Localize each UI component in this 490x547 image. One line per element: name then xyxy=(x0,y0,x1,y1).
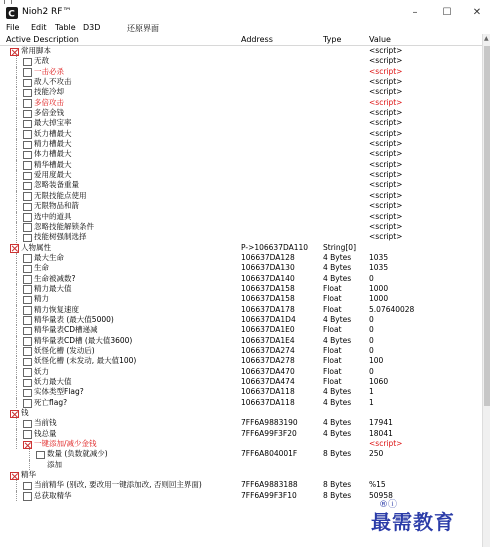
tree-line xyxy=(29,460,38,470)
row-type: 4 Bytes xyxy=(323,387,352,397)
row-address: 106637DA278 xyxy=(241,356,295,366)
table-row[interactable] xyxy=(0,180,482,190)
row-address: 106637DA1E0 xyxy=(241,325,295,335)
table-row[interactable] xyxy=(0,439,482,449)
row-type: Float xyxy=(323,356,342,366)
table-row[interactable] xyxy=(0,243,482,253)
table-row[interactable] xyxy=(0,408,482,418)
table-row[interactable] xyxy=(0,460,482,470)
table-row[interactable] xyxy=(0,315,482,325)
row-address: 106637DA158 xyxy=(241,294,295,304)
table-row[interactable] xyxy=(0,201,482,211)
table-row[interactable] xyxy=(0,98,482,108)
row-value[interactable]: <script> xyxy=(369,180,403,190)
row-description: 生命 xyxy=(34,263,49,273)
table-row[interactable] xyxy=(0,149,482,159)
table-row[interactable] xyxy=(0,284,482,294)
row-address: 106637DA118 xyxy=(241,387,295,397)
row-value[interactable]: 1060 xyxy=(369,377,389,386)
table-row[interactable] xyxy=(0,160,482,170)
activate-checkbox[interactable] xyxy=(23,275,32,284)
activate-checkbox[interactable] xyxy=(23,337,32,346)
table-row[interactable] xyxy=(0,139,482,149)
row-description: 死亡flag? xyxy=(34,397,68,407)
row-type: 4 Bytes xyxy=(323,397,352,407)
row-address: 106637DA128 xyxy=(241,252,295,262)
row-description: 精华 xyxy=(21,470,36,480)
activate-checkbox[interactable] xyxy=(23,389,32,398)
row-description: 妖力 xyxy=(34,366,49,376)
activate-checkbox[interactable] xyxy=(23,223,32,232)
group-toggle-checkbox[interactable] xyxy=(10,48,19,57)
row-type: Float xyxy=(323,325,342,335)
row-address: 7FF6A9883190 xyxy=(241,418,298,428)
window-title: Nioh2 RF™ xyxy=(22,7,72,17)
row-type: Float xyxy=(323,366,342,376)
activate-checkbox[interactable] xyxy=(23,130,32,139)
table-row[interactable] xyxy=(0,77,482,87)
svg-text:C: C xyxy=(8,9,15,19)
row-description: 妖力槽最大 xyxy=(34,128,72,138)
row-description: 妖怪化槽 (发动后) xyxy=(34,345,95,355)
row-description: 总获取精华 xyxy=(34,490,72,500)
row-value[interactable]: 0 xyxy=(369,335,374,345)
table-row[interactable] xyxy=(0,222,482,232)
row-type: 8 Bytes xyxy=(323,490,352,500)
row-address: 7FF6A99F3F10 xyxy=(241,490,297,500)
row-address: 7FF6A99F3F20 xyxy=(241,428,297,438)
row-description: 添加 xyxy=(47,459,62,469)
table-row[interactable] xyxy=(0,87,482,97)
row-address: 106637DA470 xyxy=(241,366,295,376)
row-value[interactable]: <script> xyxy=(369,232,403,242)
row-type: 4 Bytes xyxy=(323,263,352,273)
group-toggle-checkbox[interactable] xyxy=(10,244,19,253)
table-row[interactable] xyxy=(0,398,482,408)
activate-checkbox[interactable] xyxy=(23,213,32,222)
row-description: 多倍金钱 xyxy=(34,108,64,118)
close-button[interactable]: ✕ xyxy=(472,7,482,18)
row-type: 4 Bytes xyxy=(323,418,352,428)
row-value[interactable]: <script> xyxy=(369,108,403,118)
table-row[interactable] xyxy=(0,212,482,222)
row-type: 8 Bytes xyxy=(323,449,352,459)
activate-checkbox[interactable] xyxy=(23,358,32,367)
row-value[interactable]: 0 xyxy=(369,314,374,324)
activate-checkbox[interactable] xyxy=(23,482,32,491)
row-value[interactable]: 18041 xyxy=(369,428,393,438)
row-description: 无限技能点使用 xyxy=(34,190,87,200)
row-address: 106637DA130 xyxy=(241,263,295,273)
row-value[interactable]: 0 xyxy=(369,366,374,376)
menu-file[interactable]: File xyxy=(6,23,20,32)
table-row[interactable] xyxy=(0,346,482,356)
row-description: 精华量表CD槽递减 xyxy=(34,325,98,335)
row-description: 常用脚本 xyxy=(21,46,51,55)
activate-checkbox[interactable] xyxy=(23,430,32,439)
row-value[interactable]: <script> xyxy=(369,149,403,159)
row-value[interactable]: 5.07640028 xyxy=(369,304,415,314)
row-address: 106637DA274 xyxy=(241,345,295,355)
table-row[interactable] xyxy=(0,480,482,490)
row-description: 敌人不攻击 xyxy=(34,77,72,87)
row-description: 数量 (负数就减少) xyxy=(47,449,108,459)
row-value[interactable]: 50958 xyxy=(369,490,393,500)
activate-checkbox[interactable] xyxy=(23,379,32,388)
table-row[interactable] xyxy=(0,491,482,501)
row-description: 忽略装备重量 xyxy=(34,180,79,190)
activate-checkbox[interactable] xyxy=(23,420,32,429)
activate-checkbox[interactable] xyxy=(23,234,32,243)
activate-checkbox[interactable] xyxy=(23,110,32,119)
row-type: Float xyxy=(323,304,342,314)
row-type: 4 Bytes xyxy=(323,273,352,283)
table-row[interactable] xyxy=(0,418,482,428)
activate-checkbox[interactable] xyxy=(23,327,32,336)
table-row[interactable] xyxy=(0,118,482,128)
activate-checkbox[interactable] xyxy=(23,68,32,77)
title-bar xyxy=(0,4,490,22)
activate-checkbox[interactable] xyxy=(23,120,32,129)
menu-bar xyxy=(0,22,490,34)
maximize-button[interactable]: ☐ xyxy=(442,7,452,18)
cheat-table xyxy=(0,46,482,547)
activate-checkbox[interactable] xyxy=(23,99,32,108)
table-row[interactable] xyxy=(0,67,482,77)
row-value[interactable]: <script> xyxy=(369,87,403,97)
row-value[interactable]: <script> xyxy=(369,221,403,231)
row-value[interactable]: 1000 xyxy=(369,294,389,304)
row-description: 精力 xyxy=(34,294,49,304)
row-value[interactable]: 1035 xyxy=(369,252,389,262)
row-type: 4 Bytes xyxy=(323,335,352,345)
activate-checkbox[interactable] xyxy=(23,172,32,181)
row-description: 当前钱 xyxy=(34,418,57,428)
activate-checkbox[interactable] xyxy=(23,89,32,98)
activate-checkbox[interactable] xyxy=(23,368,32,377)
row-type: 4 Bytes xyxy=(323,252,352,262)
activate-checkbox[interactable] xyxy=(23,399,32,408)
row-value[interactable]: <script> xyxy=(369,66,403,76)
scroll-up-icon[interactable]: ▲ xyxy=(484,35,489,42)
row-value[interactable]: <script> xyxy=(369,170,403,180)
column-active-description[interactable]: Active Description xyxy=(6,35,79,44)
table-row[interactable] xyxy=(0,377,482,387)
row-type: 4 Bytes xyxy=(323,314,352,324)
activate-checkbox[interactable] xyxy=(36,451,45,460)
watermark-logo: 最需教育 xyxy=(371,510,455,534)
row-description: 最大掉宝率 xyxy=(34,118,72,128)
row-value[interactable]: 250 xyxy=(369,449,384,459)
row-address: 106637DA474 xyxy=(241,377,295,386)
row-description: 妖力最大值 xyxy=(34,377,72,386)
row-description: 精力最大值 xyxy=(34,283,72,293)
minimize-button[interactable]: – xyxy=(412,7,418,18)
row-value[interactable]: 1035 xyxy=(369,263,389,273)
row-value[interactable]: <script> xyxy=(369,439,403,449)
row-value[interactable]: <script> xyxy=(369,201,403,211)
activate-checkbox[interactable] xyxy=(23,254,32,263)
row-type: 8 Bytes xyxy=(323,480,352,490)
table-row[interactable] xyxy=(0,356,482,366)
row-value[interactable]: 1 xyxy=(369,397,374,407)
menu-restore-ui[interactable]: 还原界面 xyxy=(127,24,159,33)
row-value[interactable]: 0 xyxy=(369,273,374,283)
menu-d3d[interactable]: D3D xyxy=(83,23,101,32)
row-value[interactable]: <script> xyxy=(369,46,403,55)
scrollbar-thumb[interactable] xyxy=(484,46,490,406)
table-row[interactable] xyxy=(0,274,482,284)
row-value[interactable]: %15 xyxy=(369,480,386,490)
activate-checkbox[interactable] xyxy=(23,161,32,170)
table-row[interactable] xyxy=(0,429,482,439)
cheat-engine-icon xyxy=(6,7,18,19)
table-row[interactable] xyxy=(0,294,482,304)
activate-checkbox[interactable] xyxy=(23,347,32,356)
row-value[interactable]: <script> xyxy=(369,211,403,221)
row-value[interactable]: <script> xyxy=(369,56,403,66)
row-description: 忽略技能解锁条件 xyxy=(34,221,94,231)
activate-checkbox[interactable] xyxy=(23,265,32,274)
activate-checkbox[interactable] xyxy=(23,316,32,325)
activate-checkbox[interactable] xyxy=(23,192,32,201)
row-value[interactable]: 100 xyxy=(369,356,384,366)
row-description: 妖怪化槽 (未发动, 最大值100) xyxy=(34,356,137,366)
table-row[interactable] xyxy=(0,170,482,180)
activate-checkbox[interactable] xyxy=(23,79,32,88)
row-description: 精华量表CD槽 (最大值3600) xyxy=(34,335,133,345)
table-row[interactable] xyxy=(0,336,482,346)
row-type: 4 Bytes xyxy=(323,428,352,438)
row-value[interactable]: <script> xyxy=(369,159,403,169)
table-row[interactable] xyxy=(0,325,482,335)
table-row[interactable] xyxy=(0,108,482,118)
menu-edit[interactable]: Edit xyxy=(31,23,47,32)
row-type: Float xyxy=(323,377,342,386)
activate-checkbox[interactable] xyxy=(23,492,32,501)
row-description: 技能树强制选择 xyxy=(34,232,87,242)
activate-checkbox[interactable] xyxy=(23,203,32,212)
row-type: Float xyxy=(323,345,342,355)
menu-table[interactable]: Table xyxy=(55,23,76,32)
table-row[interactable] xyxy=(0,367,482,377)
row-address: 106637DA140 xyxy=(241,273,295,283)
row-description: 精力槽最大 xyxy=(34,139,72,149)
row-address: 7FF6A9883188 xyxy=(241,480,298,490)
row-description: 无限物品和箭 xyxy=(34,201,79,211)
row-description: 选中的道具 xyxy=(34,211,72,221)
row-value[interactable]: 1 xyxy=(369,387,374,397)
activate-checkbox[interactable] xyxy=(23,182,32,191)
row-type: Float xyxy=(323,294,342,304)
row-type: Float xyxy=(323,283,342,293)
row-description: 钱 xyxy=(21,408,29,418)
row-description: 钱总量 xyxy=(34,428,57,438)
row-address: 106637DA158 xyxy=(241,283,295,293)
row-description: 当前精华 (别改, 要改用一键添加改, 否则回主界面) xyxy=(34,480,202,490)
table-row[interactable] xyxy=(0,449,482,459)
row-description: 一键添加/减少金钱 xyxy=(34,439,97,449)
row-address: 106637DA1E4 xyxy=(241,335,295,345)
row-description: 多倍攻击 xyxy=(34,97,64,107)
row-description: 一击必杀 xyxy=(34,66,64,76)
row-type: String[0] xyxy=(323,242,357,252)
row-address: 106637DA118 xyxy=(241,397,295,407)
row-value[interactable]: <script> xyxy=(369,77,403,87)
table-row[interactable] xyxy=(0,232,482,242)
row-value[interactable]: <script> xyxy=(369,139,403,149)
row-description: 精力恢复速度 xyxy=(34,304,79,314)
table-row[interactable] xyxy=(0,387,482,397)
table-row[interactable] xyxy=(0,263,482,273)
row-value[interactable]: 1000 xyxy=(369,283,389,293)
row-description: 精华槽最大 xyxy=(34,159,72,169)
row-value[interactable]: <script> xyxy=(369,190,403,200)
table-row[interactable] xyxy=(0,470,482,480)
activate-checkbox[interactable] xyxy=(23,151,32,160)
activate-checkbox[interactable] xyxy=(23,58,32,67)
row-description: 精华量表 (最大值5000) xyxy=(34,314,114,324)
vertical-scrollbar[interactable] xyxy=(482,34,490,547)
table-row[interactable] xyxy=(0,129,482,139)
column-header xyxy=(0,34,482,46)
row-value[interactable]: <script> xyxy=(369,97,403,107)
activate-checkbox[interactable] xyxy=(23,306,32,315)
activate-checkbox[interactable] xyxy=(23,296,32,305)
watermark-mark: ®ⓘ xyxy=(379,500,398,510)
group-toggle-checkbox[interactable] xyxy=(10,472,19,481)
table-row[interactable] xyxy=(0,253,482,263)
activate-checkbox[interactable] xyxy=(23,141,32,150)
row-value[interactable]: <script> xyxy=(369,128,403,138)
row-description: 技能冷却 xyxy=(34,87,64,97)
row-address: 106637DA178 xyxy=(241,304,295,314)
row-description: 体力槽最大 xyxy=(34,149,72,159)
table-row[interactable] xyxy=(0,46,482,56)
row-address: P->106637DA110 xyxy=(241,242,309,252)
group-toggle-checkbox[interactable] xyxy=(23,441,32,450)
row-address: 7FF6A804001F xyxy=(241,449,298,459)
row-value[interactable]: 0 xyxy=(369,345,374,355)
row-address: 106637DA1D4 xyxy=(241,314,296,324)
table-row[interactable] xyxy=(0,305,482,315)
row-description: 最大生命 xyxy=(34,252,64,262)
row-value[interactable]: 17941 xyxy=(369,418,393,428)
table-row[interactable] xyxy=(0,191,482,201)
activate-checkbox[interactable] xyxy=(23,285,32,294)
row-description: 无敌 xyxy=(34,56,49,66)
group-toggle-checkbox[interactable] xyxy=(10,410,19,419)
row-description: 爱用度最大 xyxy=(34,170,72,180)
row-description: 人物属性 xyxy=(21,242,51,252)
table-row[interactable] xyxy=(0,56,482,66)
row-description: 实体类型Flag? xyxy=(34,387,84,397)
column-value[interactable]: Value xyxy=(369,35,391,44)
row-value[interactable]: 0 xyxy=(369,325,374,335)
column-type[interactable]: Type xyxy=(323,35,342,44)
row-description: 生命被减数? xyxy=(34,273,76,283)
column-address[interactable]: Address xyxy=(241,35,273,44)
row-value[interactable]: <script> xyxy=(369,118,403,128)
